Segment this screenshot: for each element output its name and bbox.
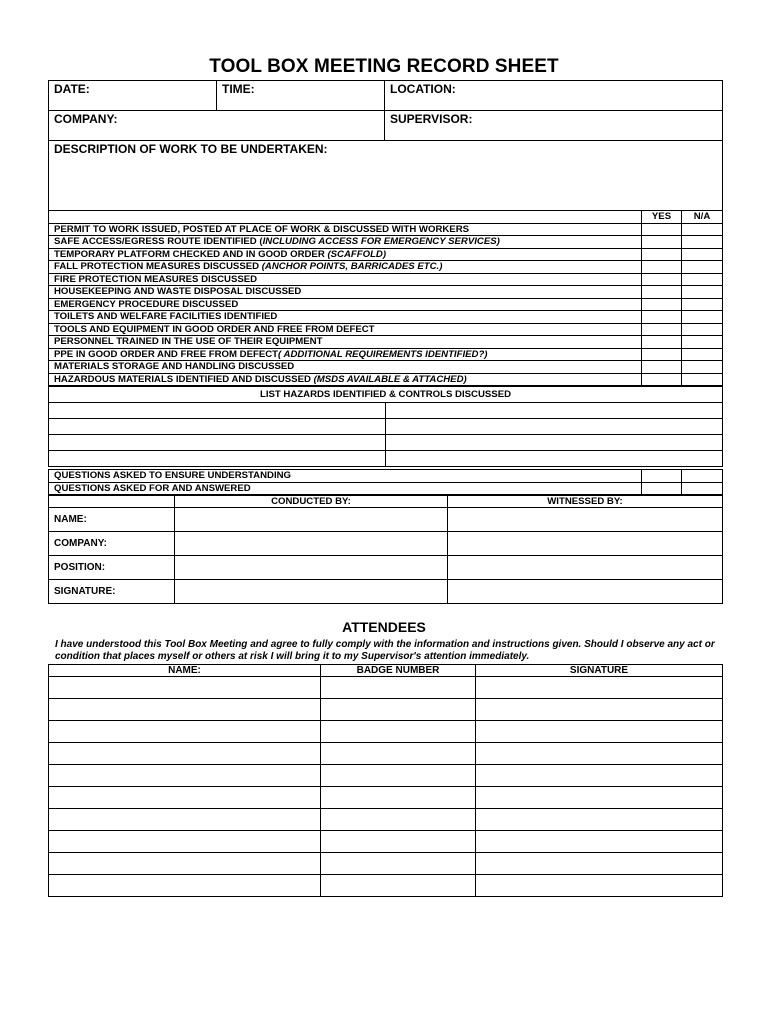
checklist-yes-cell[interactable] [642,373,682,386]
position-label: POSITION: [49,556,175,580]
attendee-badge-cell[interactable] [321,831,476,853]
question-text: QUESTIONS ASKED TO ENSURE UNDERSTANDING [49,470,642,483]
supervisor-field[interactable] [385,111,723,141]
attendee-name-cell[interactable] [49,677,321,699]
conducted-signature-field[interactable] [175,580,448,604]
checklist-item [49,298,642,311]
checklist-row [49,373,723,386]
checklist-na-cell[interactable] [682,248,723,261]
checklist-na-cell[interactable] [682,298,723,311]
yes-column-header: YES [642,211,682,224]
checklist-item-text: FALL PROTECTION MEASURES DISCUSSED [54,261,262,272]
witnessed-signature-field[interactable] [448,580,723,604]
attendees-table [48,664,723,897]
checklist-item-text: PPE IN GOOD ORDER AND FREE FROM DEFECT [54,348,279,360]
checklist-item-text: MATERIALS STORAGE AND HANDLING DISCUSSED [54,361,295,372]
checklist-item-note: (ANCHOR POINTS, BARRICADES ETC.) [261,261,443,272]
checklist-item [49,361,642,374]
question-na-cell[interactable] [682,470,723,483]
checklist-yes-cell[interactable] [642,273,682,286]
checklist-na-cell[interactable] [682,373,723,386]
attendee-badge-cell[interactable] [321,721,476,743]
date-field[interactable] [49,81,217,111]
checklist-yes-cell[interactable] [642,286,682,299]
checklist-row [49,273,723,286]
hazards-table [48,386,723,467]
checklist-row [49,298,723,311]
attendee-name-cell[interactable] [49,853,321,875]
checklist-row [49,311,723,324]
checklist-item-text: TOILETS AND WELFARE FACILITIES IDENTIFIED [54,311,278,322]
checklist-item-text: TOOLS AND EQUIPMENT IN GOOD ORDER AND FREE FROM DEFECT [54,323,375,335]
attendees-heading: ATTENDEES [342,619,426,635]
hazard-row [49,403,723,419]
attendee-badge-cell[interactable] [321,743,476,765]
checklist-na-cell[interactable] [682,323,723,336]
witnessed-company-field[interactable] [448,532,723,556]
checklist-item [49,311,642,324]
attendee-signature-cell[interactable] [476,853,723,875]
attendee-row [49,699,723,721]
company-label: COMPANY: [54,112,118,126]
checklist-yes-cell[interactable] [642,223,682,236]
checklist-item [49,248,642,261]
checklist-yes-cell[interactable] [642,348,682,361]
signoff-table [48,495,723,604]
checklist-yes-cell[interactable] [642,311,682,324]
attendee-badge-header: BADGE NUMBER [321,665,476,677]
checklist-na-cell[interactable] [682,311,723,324]
attendees-statement: I have understood this Tool Box Meeting and agree to fully comply with the information and instructions given. Should I observe any act or condition that places myself or others at risk I will bring it to my Supervisor's attention immediately. [55,639,715,662]
company-label: COMPANY: [49,532,175,556]
checklist-item [49,286,642,299]
question-row [49,470,723,483]
time-field[interactable] [217,81,385,111]
attendee-badge-cell[interactable] [321,787,476,809]
na-column-header: N/A [682,211,723,224]
time-label: TIME: [222,82,255,96]
checklist-item [49,236,642,249]
header-table [48,80,723,211]
checklist-na-cell[interactable] [682,336,723,349]
question-row [49,482,723,495]
attendee-name-cell[interactable] [49,787,321,809]
conducted-position-field[interactable] [175,556,448,580]
checklist-row [49,361,723,374]
page-title: TOOL BOX MEETING RECORD SHEET [209,56,559,77]
checklist-yes-cell[interactable] [642,336,682,349]
hazard-cell[interactable] [49,451,386,467]
attendee-name-cell[interactable] [49,699,321,721]
location-field[interactable] [385,81,723,111]
checklist-item-text: TEMPORARY PLATFORM CHECKED AND IN GOOD ORDER [54,248,328,260]
attendee-row [49,875,723,897]
checklist-na-cell[interactable] [682,361,723,374]
question-na-cell[interactable] [682,482,723,495]
hazard-row [49,419,723,435]
attendee-badge-cell[interactable] [321,853,476,875]
attendee-signature-cell[interactable] [476,743,723,765]
checklist-row [49,323,723,336]
conducted-by-header: CONDUCTED BY: [175,496,448,508]
supervisor-label: SUPERVISOR: [390,112,473,126]
question-text: QUESTIONS ASKED FOR AND ANSWERED [49,482,642,495]
hazard-cell[interactable] [49,419,386,435]
control-cell[interactable] [386,435,723,451]
checklist-row [49,236,723,249]
questions-table [48,469,723,495]
conducted-company-field[interactable] [175,532,448,556]
checklist-row [49,348,723,361]
name-label: NAME: [49,508,175,532]
attendee-badge-cell[interactable] [321,765,476,787]
hazard-row [49,451,723,467]
attendee-row [49,809,723,831]
control-cell[interactable] [386,451,723,467]
checklist-item [49,336,642,349]
checklist-item [49,373,642,386]
checklist-na-cell[interactable] [682,236,723,249]
checklist-row [49,248,723,261]
attendee-row [49,765,723,787]
question-yes-cell[interactable] [642,470,682,483]
attendee-signature-cell[interactable] [476,765,723,787]
checklist-item-text: SAFE ACCESS/EGRESS ROUTE IDENTIFIED ( [54,236,263,247]
checklist-yes-cell[interactable] [642,323,682,336]
checklist-item-text: PERSONNEL TRAINED IN THE USE OF THEIR EQUIPMENT [54,336,323,347]
witnessed-position-field[interactable] [448,556,723,580]
attendee-name-header: NAME: [49,665,321,677]
attendee-row [49,853,723,875]
checklist-na-cell[interactable] [682,273,723,286]
attendee-name-cell[interactable] [49,831,321,853]
checklist-item-note: (SCAFFOLD) [327,248,387,260]
attendee-signature-cell[interactable] [476,787,723,809]
description-field[interactable] [49,141,723,211]
attendee-badge-cell[interactable] [321,699,476,721]
conducted-name-field[interactable] [175,508,448,532]
checklist-item [49,261,642,274]
checklist-row [49,286,723,299]
attendee-signature-header: SIGNATURE [476,665,723,677]
checklist-yes-cell[interactable] [642,361,682,374]
checklist-item [49,323,642,336]
attendee-row [49,831,723,853]
checklist-item-text: EMERGENCY PROCEDURE DISCUSSED [54,298,239,310]
checklist-row [49,261,723,274]
question-yes-cell[interactable] [642,482,682,495]
control-cell[interactable] [386,403,723,419]
checklist-item-text: FIRE PROTECTION MEASURES DISCUSSED [54,273,258,285]
checklist-row [49,223,723,236]
checklist-item [49,273,642,286]
location-label: LOCATION: [390,82,456,96]
checklist-item-text: HOUSEKEEPING AND WASTE DISPOSAL DISCUSSED [54,286,302,297]
control-cell[interactable] [386,419,723,435]
attendee-signature-cell[interactable] [476,809,723,831]
checklist-yes-cell[interactable] [642,261,682,274]
checklist-na-cell[interactable] [682,223,723,236]
checklist-item [49,223,642,236]
checklist-yes-cell[interactable] [642,236,682,249]
attendee-signature-cell[interactable] [476,699,723,721]
attendee-badge-cell[interactable] [321,809,476,831]
attendee-badge-cell[interactable] [321,875,476,897]
safety-checklist [48,210,723,386]
attendee-signature-cell[interactable] [476,677,723,699]
attendee-row [49,743,723,765]
hazard-cell[interactable] [49,403,386,419]
hazards-heading: LIST HAZARDS IDENTIFIED & CONTROLS DISCUSSED [49,387,723,403]
checklist-blank-header [49,211,642,224]
attendee-row [49,721,723,743]
checklist-na-cell[interactable] [682,348,723,361]
checklist-yes-cell[interactable] [642,298,682,311]
description-label: DESCRIPTION OF WORK TO BE UNDERTAKEN: [54,142,328,156]
checklist-item [49,348,642,361]
checklist-yes-cell[interactable] [642,248,682,261]
attendee-name-cell[interactable] [49,743,321,765]
attendee-row [49,787,723,809]
signature-label: SIGNATURE: [49,580,175,604]
hazard-cell[interactable] [49,435,386,451]
attendee-signature-cell[interactable] [476,831,723,853]
attendee-name-cell[interactable] [49,721,321,743]
checklist-item-note: INCLUDING ACCESS FOR EMERGENCY SERVICES) [262,236,500,247]
checklist-na-cell[interactable] [682,261,723,274]
attendee-row [49,677,723,699]
attendee-name-cell[interactable] [49,765,321,787]
attendee-name-cell[interactable] [49,875,321,897]
attendee-signature-cell[interactable] [476,721,723,743]
checklist-row [49,336,723,349]
attendee-badge-cell[interactable] [321,677,476,699]
witnessed-by-header: WITNESSED BY: [448,496,723,508]
checklist-item-text: PERMIT TO WORK ISSUED, POSTED AT PLACE OF WORK & DISCUSSED WITH WORKERS [54,223,470,235]
checklist-item-text: HAZARDOUS MATERIALS IDENTIFIED AND DISCUSSED [54,373,314,385]
checklist-item-note: (MSDS AVAILABLE & ATTACHED) [313,373,467,385]
attendee-signature-cell[interactable] [476,875,723,897]
checklist-na-cell[interactable] [682,286,723,299]
attendee-name-cell[interactable] [49,809,321,831]
company-field[interactable] [49,111,385,141]
signoff-blank-header [49,496,175,508]
hazard-row [49,435,723,451]
witnessed-name-field[interactable] [448,508,723,532]
date-label: DATE: [54,82,90,96]
checklist-item-note: ( ADDITIONAL REQUIREMENTS IDENTIFIED?) [278,348,488,360]
